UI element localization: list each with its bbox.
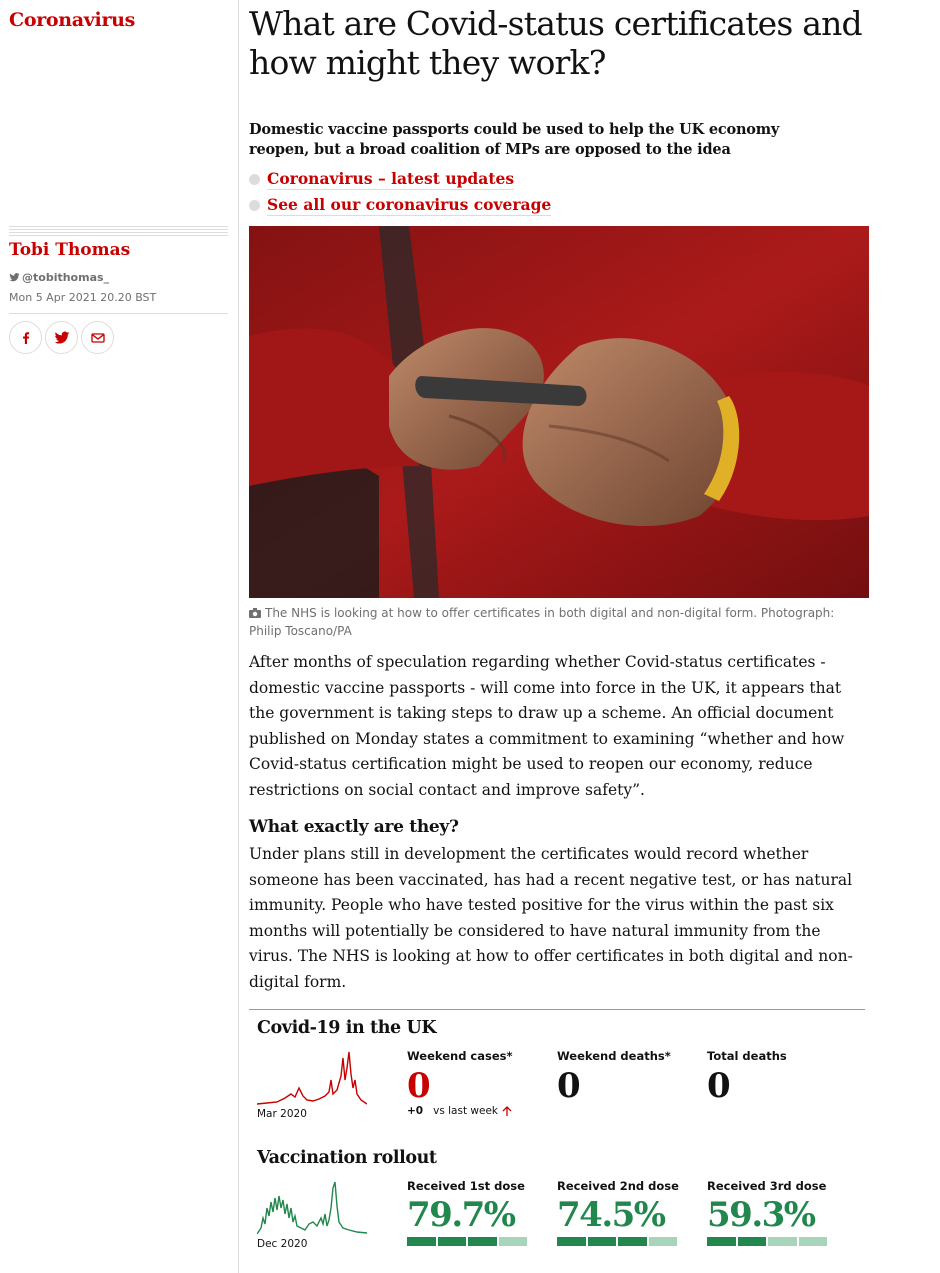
dose1-value: 79.7%	[407, 1195, 515, 1235]
dose3-label: Received 3rd dose	[707, 1179, 827, 1193]
twitter-bird-icon	[9, 272, 20, 283]
subheading: What exactly are they?	[249, 817, 459, 837]
arrow-up-icon	[502, 1106, 512, 1117]
widget-top-rule	[249, 1009, 865, 1010]
cases-sparkline	[257, 1050, 367, 1106]
email-icon	[90, 330, 106, 346]
dose2-value: 74.5%	[557, 1195, 665, 1235]
standfirst: Domestic vaccine passports could be used to help the UK economy reopen, but a broad coalition of MPs are opposed to the idea	[249, 121, 780, 158]
change-text: vs last week	[433, 1105, 498, 1117]
coverage-link[interactable]: See all our coronavirus coverage	[267, 194, 552, 214]
author-link[interactable]: Tobi Thomas	[9, 240, 131, 260]
related-link-item	[249, 166, 551, 192]
progress-segment	[618, 1237, 647, 1246]
section-label[interactable]: Coronavirus	[9, 9, 136, 31]
latest-updates-link[interactable]: Coronavirus – latest updates	[267, 168, 515, 188]
vaccination-sparkline	[257, 1178, 367, 1236]
caption-text: The NHS is looking at how to offer certificates in both digital and non-digital form. Photograph: Philip Toscano/PA	[249, 606, 835, 638]
total-deaths-label: Total deaths	[707, 1049, 787, 1063]
covid-widget-title: Covid-19 in the UK	[257, 1018, 437, 1038]
body-paragraph: After months of speculation regarding whether Covid-status certificates - domestic vaccine passports - will come into force in the UK, it appears that the government is taking steps to draw up a scheme. An official document published on Monday states a commitment to examining “whether and how Covid-status certification might be used to reopen our economy, reduce restrictions on social contact and improve safety”.	[249, 653, 845, 799]
progress-segment	[799, 1237, 828, 1246]
bullet-icon	[249, 200, 260, 211]
progress-segment	[499, 1237, 528, 1246]
camera-icon	[249, 608, 261, 618]
vaccination-widget-title: Vaccination rollout	[257, 1148, 437, 1168]
total-deaths-value: 0	[707, 1066, 731, 1106]
bullet-icon	[249, 174, 260, 185]
progress-segment	[588, 1237, 617, 1246]
progress-segment	[649, 1237, 678, 1246]
progress-segment	[438, 1237, 467, 1246]
headline: What are Covid-status certificates and how might they work?	[249, 4, 862, 82]
dose3-progress-bar	[707, 1237, 827, 1246]
meta-divider	[9, 313, 228, 314]
weekend-cases-value: 0	[407, 1066, 431, 1106]
facebook-icon	[18, 330, 34, 346]
twitter-handle: @tobithomas_	[22, 271, 110, 284]
weekend-cases-label: Weekend cases*	[407, 1049, 513, 1063]
dose2-label: Received 2nd dose	[557, 1179, 679, 1193]
progress-segment	[707, 1237, 736, 1246]
progress-segment	[768, 1237, 797, 1246]
weekend-deaths-label: Weekend deaths*	[557, 1049, 671, 1063]
progress-segment	[738, 1237, 767, 1246]
change-value: +0	[407, 1105, 424, 1117]
twitter-icon	[54, 330, 70, 346]
twitter-handle-link[interactable]	[9, 271, 109, 284]
cases-sparkline-label: Mar 2020	[257, 1108, 307, 1120]
progress-segment	[557, 1237, 586, 1246]
weekend-cases-change	[407, 1105, 512, 1117]
body-paragraph: Under plans still in development the certificates would record whether someone has been vaccinated, has had a recent negative test, or has natural immunity. People who have tested positive for the virus within the past six months will potentially be considered to have natural immunity from the virus. The NHS is looking at how to offer certificates in both digital and non-digital form.	[249, 845, 853, 991]
dose1-label: Received 1st dose	[407, 1179, 525, 1193]
weekend-deaths-value: 0	[557, 1066, 581, 1106]
column-divider	[238, 0, 239, 1273]
dose3-value: 59.3%	[707, 1195, 815, 1235]
share-facebook-button[interactable]	[9, 321, 42, 354]
main-photo	[249, 226, 869, 598]
photo-caption	[249, 604, 869, 640]
dose1-progress-bar	[407, 1237, 527, 1246]
related-link-item	[249, 192, 551, 218]
vaccination-sparkline-label: Dec 2020	[257, 1238, 308, 1250]
related-links	[249, 166, 551, 218]
progress-segment	[407, 1237, 436, 1246]
share-buttons	[9, 321, 114, 354]
publish-date: Mon 5 Apr 2021 20.20 BST	[9, 291, 157, 304]
progress-segment	[468, 1237, 497, 1246]
meta-divider-lines	[9, 226, 228, 236]
share-twitter-button[interactable]	[45, 321, 78, 354]
dose2-progress-bar	[557, 1237, 677, 1246]
share-email-button[interactable]	[81, 321, 114, 354]
